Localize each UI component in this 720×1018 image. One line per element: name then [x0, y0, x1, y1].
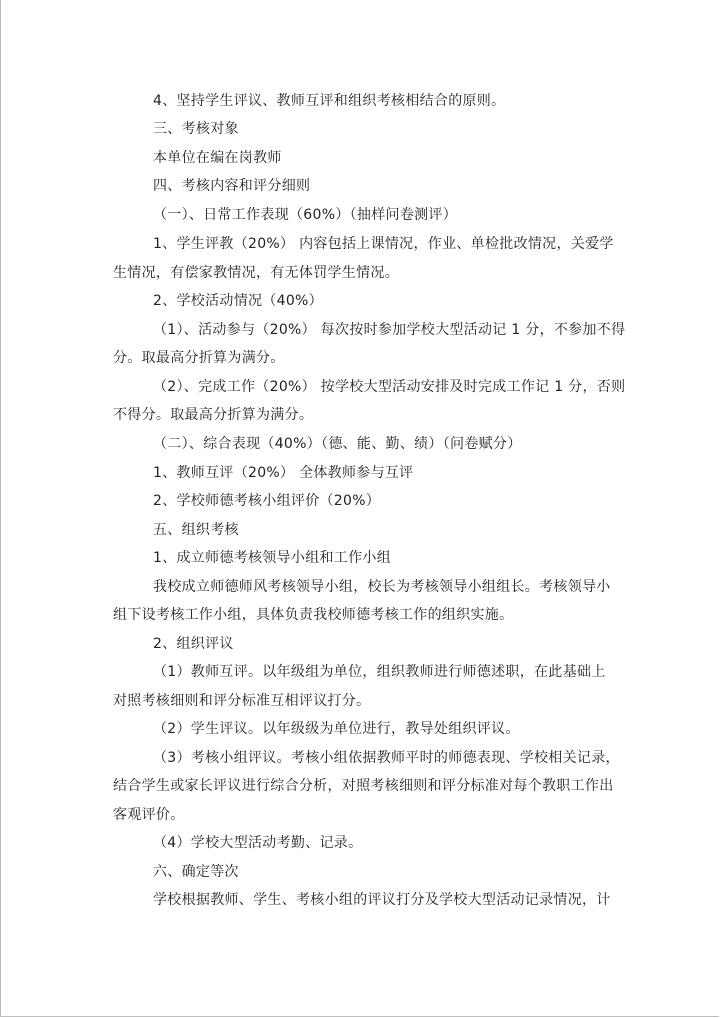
subsection-heading: （一）、日常工作表现（60%）（抽样问卷测评） [153, 207, 458, 223]
text-line: 本单位在编在岗教师 [153, 150, 282, 166]
text-line: 2、学校师德考核小组评价（20%） [153, 493, 381, 509]
text-line: 学校根据教师、学生、考核小组的评议打分及学校大型活动记录情况，计 [153, 892, 611, 908]
text-line: 1、成立师德考核领导小组和工作小组 [153, 550, 392, 566]
text-line: （1）、活动参与（20%） 每次按时参加学校大型活动记 1 分，不参加不得 [153, 322, 626, 338]
text-line: 对照考核细则和评分标准互相评议打分。 [113, 693, 371, 709]
text-line: 4、坚持学生评议、教师互评和组织考核相结合的原则。 [153, 93, 506, 109]
text-line: （1）教师互评。以年级组为单位，组织教师进行师德述职，在此基础上 [153, 664, 606, 680]
text-line: 客观评价。 [113, 807, 185, 823]
text-line: 分。取最高分折算为满分。 [113, 350, 285, 366]
text-line: 1、学生评教（20%） 内容包括上课情况，作业、单检批改情况，关爱学 [153, 236, 614, 252]
text-line: 1、教师互评（20%） 全体教师参与互评 [153, 465, 414, 481]
section-heading: 五、组织考核 [153, 522, 239, 538]
section-heading: 四、考核内容和评分细则 [153, 178, 311, 194]
text-line: 我校成立师德师风考核领导小组，校长为考核领导小组组长。考核领导小 [153, 579, 611, 595]
text-line: 2、学校活动情况（40%） [153, 293, 323, 309]
text-line: （2）、完成工作（20%） 按学校大型活动安排及时完成工作记 1 分，否则 [153, 379, 626, 395]
text-line: 组下设考核工作小组，具体负责我校师德考核工作的组织实施。 [113, 607, 514, 623]
text-line: （4）学校大型活动考勤、记录。 [153, 835, 363, 851]
subsection-heading: （二）、综合表现（40%）（德、能、勤、绩）（问卷赋分） [153, 436, 522, 452]
text-line: 生情况，有偿家教情况，有无体罚学生情况。 [113, 265, 399, 281]
text-line: （2）学生评议。以年级级为单位进行，教导处组织评议。 [153, 721, 520, 737]
section-heading: 六、确定等次 [153, 864, 239, 880]
text-line: 2、组织评议 [153, 636, 234, 652]
section-heading: 三、考核对象 [153, 121, 239, 137]
text-line: 结合学生或家长评议进行综合分析，对照考核细则和评分标准对每个教职工作出 [113, 778, 614, 794]
text-line: 不得分。取最高分折算为满分。 [113, 407, 314, 423]
text-line: （3）考核小组评议。考核小组依据教师平时的师德表现、学校相关记录， [153, 750, 620, 766]
